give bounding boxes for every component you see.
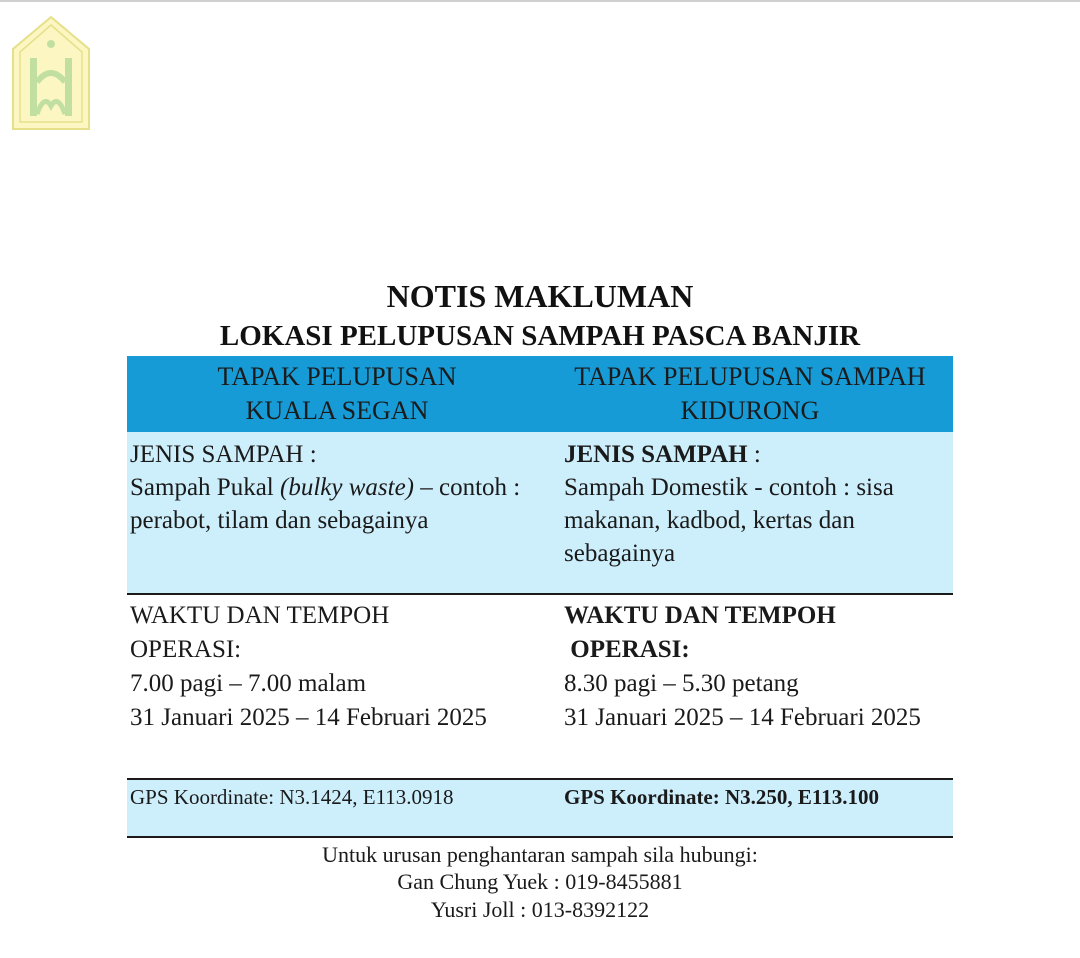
operating-hours-label-2: OPERASI:	[130, 636, 242, 663]
notice-title: NOTIS MAKLUMAN	[386, 278, 694, 314]
operating-time: 8.30 pagi – 5.30 petang	[564, 670, 799, 697]
waste-type-cell-left	[127, 432, 547, 594]
municipal-crest-icon	[10, 14, 92, 132]
operating-hours-row	[127, 594, 953, 779]
waste-type-text: Sampah Pukal (bulky waste) – contoh : perabot, tilam dan sebagainya	[130, 474, 521, 534]
column-header-kuala-segan: TAPAK PELUPUSAN KUALA SEGAN	[127, 356, 547, 432]
operating-dates: 31 Januari 2025 – 14 Februari 2025	[130, 704, 487, 731]
waste-type-label: JENIS SAMPAH :	[130, 441, 317, 468]
gps-row	[127, 779, 953, 837]
operating-hours-label: WAKTU DAN TEMPOH	[564, 602, 836, 629]
operating-hours-label: WAKTU DAN TEMPOH	[130, 602, 390, 629]
waste-type-label: JENIS SAMPAH :	[564, 441, 761, 468]
gps-coordinate-right: GPS Koordinate: N3.250, E113.100	[547, 779, 953, 837]
operating-hours-cell-left	[127, 594, 547, 779]
column-header-kidurong: TAPAK PELUPUSAN SAMPAH KIDURONG	[547, 356, 953, 432]
contact-instruction: Untuk urusan penghantaran sampah sila hubungi:	[322, 842, 758, 867]
waste-type-cell-right	[547, 432, 953, 594]
waste-type-text: Sampah Domestik - contoh : sisa makanan, kadbod, kertas dan sebagainya	[564, 474, 894, 567]
operating-hours-cell-right	[547, 594, 953, 779]
notice-subtitle: LOKASI PELUPUSAN SAMPAH PASCA BANJIR	[219, 320, 861, 352]
table-header-row	[127, 356, 953, 432]
waste-type-row	[127, 432, 953, 594]
disposal-sites-table	[127, 356, 953, 838]
contact-person-2: Yusri Joll : 013-8392122	[430, 897, 650, 922]
operating-hours-label-2: OPERASI:	[564, 636, 690, 663]
top-border-line	[0, 0, 1080, 2]
operating-time: 7.00 pagi – 7.00 malam	[130, 670, 367, 697]
contact-person-1: Gan Chung Yuek : 019-8455881	[397, 869, 683, 894]
operating-dates: 31 Januari 2025 – 14 Februari 2025	[564, 704, 921, 731]
gps-coordinate-left: GPS Koordinate: N3.1424, E113.0918	[127, 779, 547, 837]
